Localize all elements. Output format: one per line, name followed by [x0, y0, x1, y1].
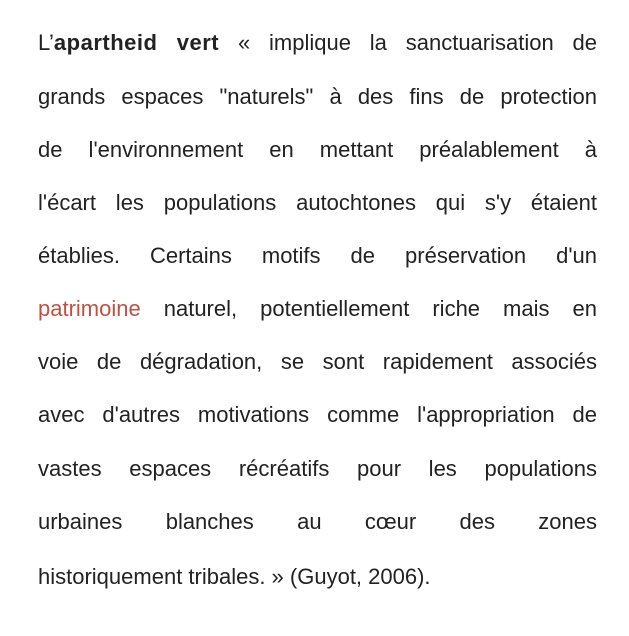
paragraph-line-3: de l'environnement en mettant préalablement à	[38, 137, 597, 162]
paragraph-line-4: l'écart les populations autochtones qui s'y étaient	[38, 190, 597, 215]
bold-term-apartheid-vert: apartheid vert	[53, 30, 220, 55]
paragraph-line-11: historiquement tribales. » (Guyot, 2006).	[38, 564, 431, 589]
paragraph-line-5: établies. Certains motifs de préservation d'un	[38, 243, 597, 268]
line-text: naturel, potentiellement riche mais en	[140, 296, 597, 321]
paragraph-line-1	[38, 28, 597, 58]
paragraph-line-6	[38, 294, 597, 324]
paragraph-line-10: urbaines blanches au cœur des zones	[38, 509, 597, 534]
paragraph-line-8: avec d'autres motivations comme l'appropriation de	[38, 402, 597, 427]
prefix-text: L’	[38, 30, 54, 55]
patrimoine-link[interactable]: patrimoine	[38, 296, 141, 321]
paragraph-line-7: voie de dégradation, se sont rapidement associés	[38, 349, 597, 374]
paragraph-line-9: vastes espaces récréatifs pour les populations	[38, 456, 597, 481]
paragraph-line-2: grands espaces "naturels" à des fins de protection	[38, 84, 597, 109]
line-text: « implique la sanctuarisation de	[219, 30, 598, 55]
